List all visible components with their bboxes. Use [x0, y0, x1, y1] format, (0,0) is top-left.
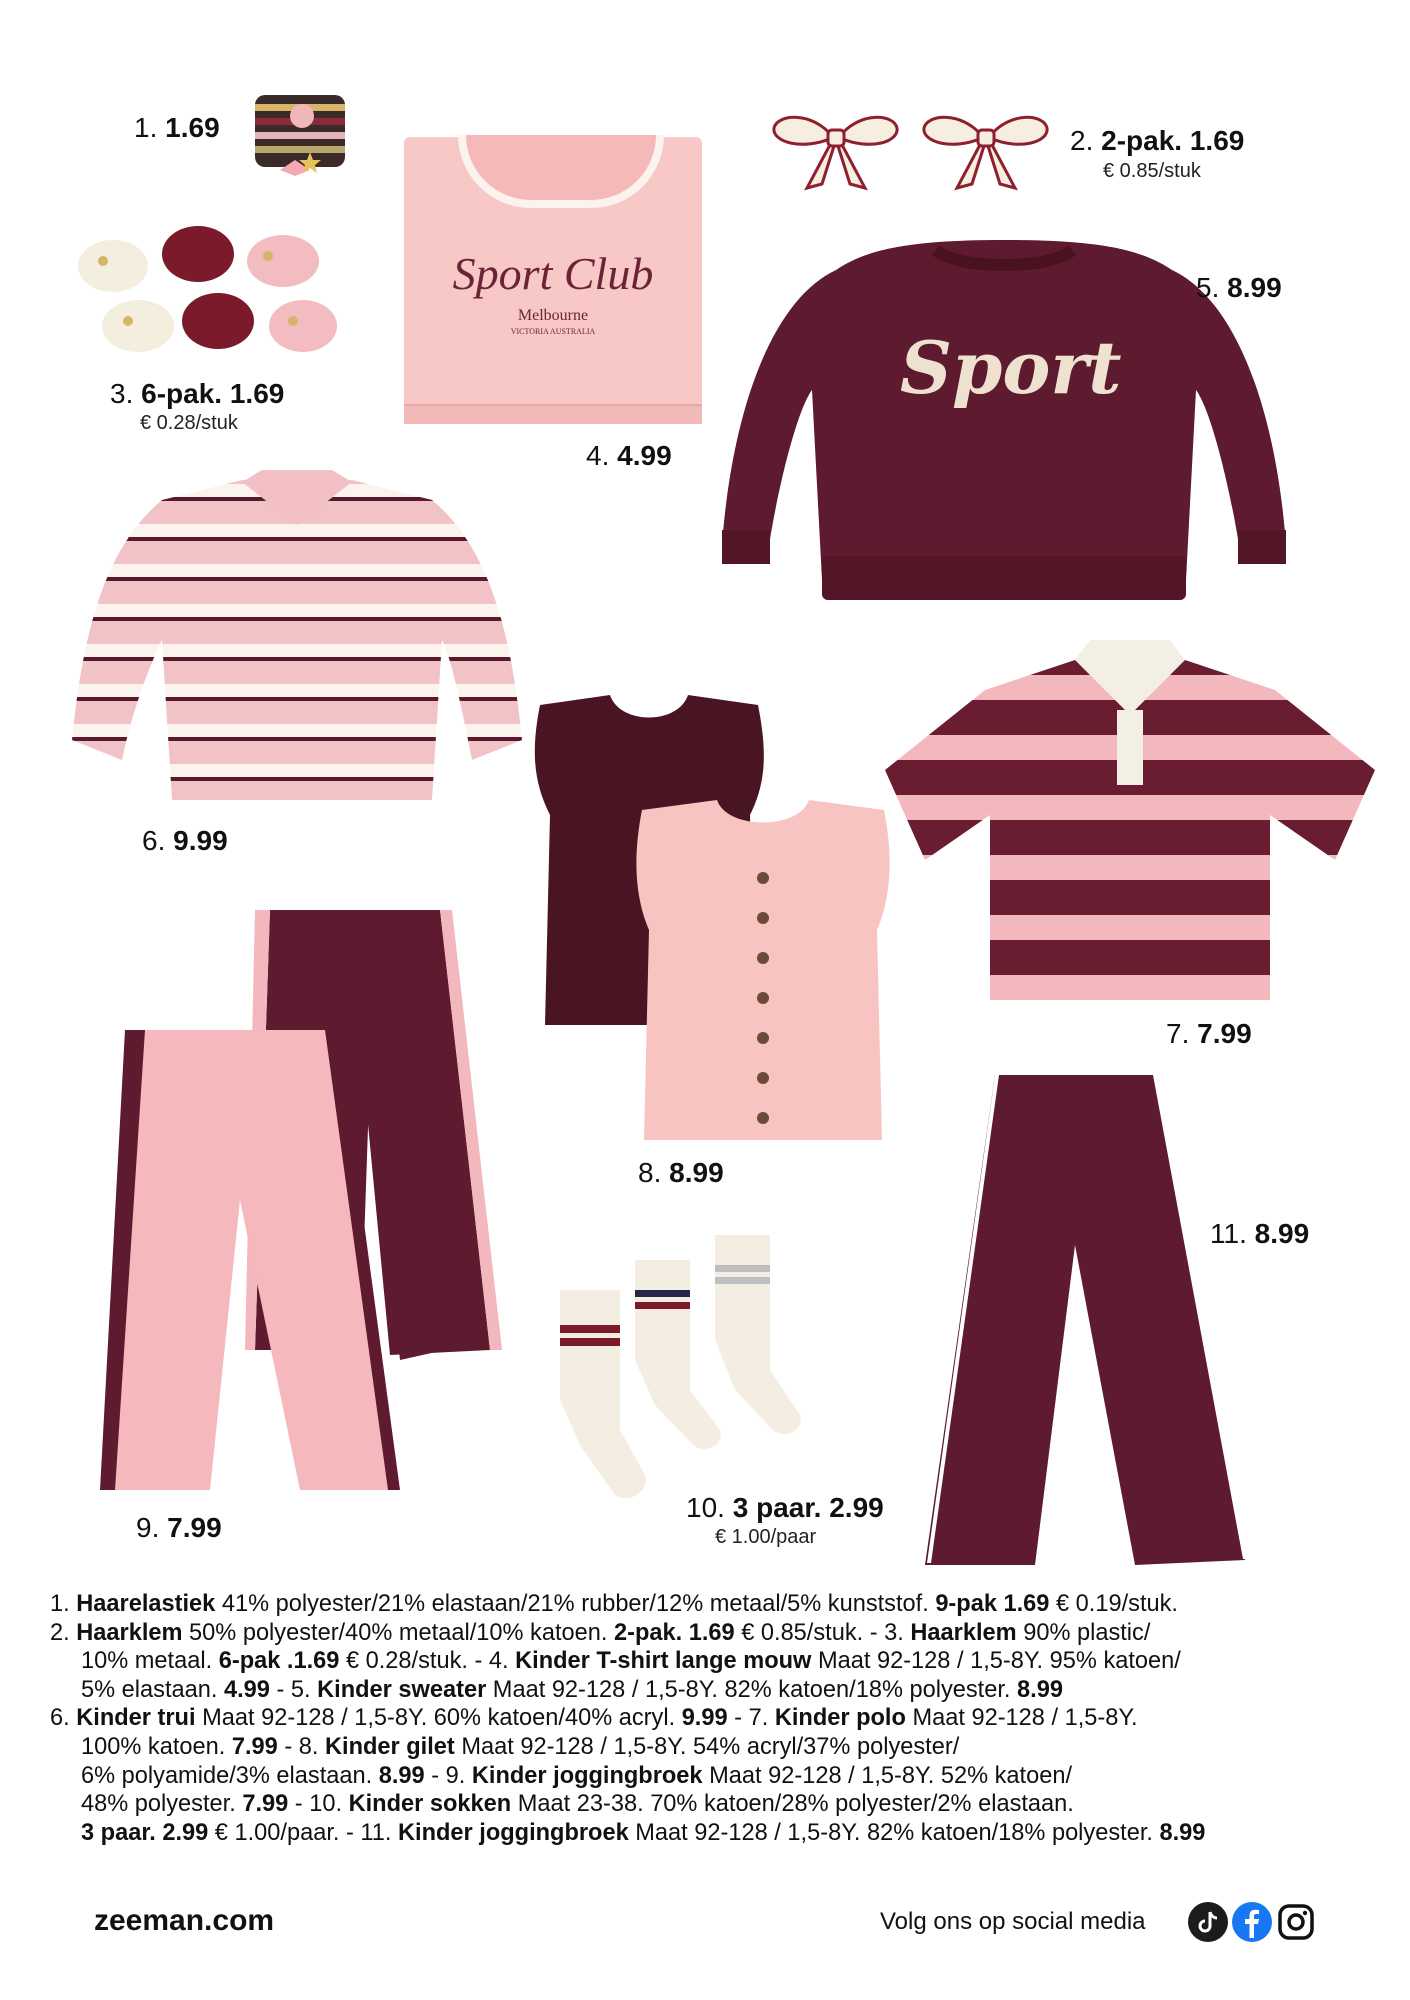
price-label-3: 3. 6-pak. 1.69 — [110, 378, 285, 409]
description-text: 50% polyester/40% metaal/10% katoen. — [182, 1619, 614, 1646]
description-bold: Kinder trui — [76, 1705, 196, 1732]
description-bold: Haarklem — [910, 1619, 1017, 1646]
pink-vest-image — [622, 800, 904, 1144]
description-bold: 8.99 — [378, 1762, 425, 1789]
description-bold: 7.99 — [231, 1733, 278, 1760]
description-text: - 5. — [269, 1676, 318, 1703]
rugby-polo-image — [885, 640, 1375, 1005]
tiktok-icon[interactable] — [1188, 1902, 1228, 1942]
description-text: 1. — [50, 1591, 77, 1617]
description-bold: 3 paar. 2.99 — [81, 1819, 209, 1846]
description-bold: Kinder joggingbroek — [398, 1819, 629, 1846]
description-text: Maat 92-128 / 1,5-8Y. — [905, 1705, 1138, 1732]
description-bold: 2-pak. 1.69 — [613, 1619, 735, 1646]
description-text: - 9. — [424, 1762, 472, 1789]
description-text: Maat 92-128 / 1,5-8Y. 60% katoen/40% acryl. — [195, 1705, 682, 1732]
description-text: 2. — [50, 1619, 77, 1646]
description-bold: Kinder polo — [774, 1705, 906, 1732]
instagram-icon[interactable] — [1276, 1902, 1316, 1942]
description-bold: 9.99 — [681, 1705, 728, 1732]
facebook-icon[interactable] — [1232, 1902, 1272, 1942]
price-label-7: 7. 7.99 — [1166, 1018, 1252, 1049]
unit-price-2: € 0.85/stuk — [1103, 160, 1201, 182]
price-label-9: 9. 7.99 — [136, 1512, 222, 1543]
product-description — [50, 1590, 1380, 1847]
price-label-8: 8. 8.99 — [638, 1157, 724, 1188]
hair-ties-image — [250, 90, 350, 180]
description-line — [50, 1590, 1380, 1619]
description-text: - 8. — [277, 1733, 325, 1760]
description-text: Maat 92-128 / 1,5-8Y. 95% katoen/ — [811, 1648, 1181, 1675]
unit-price-10: € 1.00/paar — [715, 1526, 817, 1548]
jogging-pants-front-image — [100, 1030, 400, 1495]
description-line — [50, 1733, 1380, 1762]
description-text: - 7. — [727, 1705, 775, 1732]
price-label-6: 6. 9.99 — [142, 825, 228, 856]
description-text: € 0.19/stuk. — [1049, 1591, 1178, 1617]
tshirt-image — [404, 137, 702, 424]
description-text: 90% plastic/ — [1016, 1619, 1151, 1646]
tshirt-print-city: Melbourne — [517, 307, 589, 324]
description-bold: Kinder T-shirt lange mouw — [515, 1648, 812, 1675]
description-text: - 10. — [288, 1791, 349, 1818]
description-line — [50, 1762, 1380, 1791]
price-label-1: 1. 1.69 — [134, 112, 220, 143]
tshirt-print-region: VICTORIA AUSTRALIA — [510, 327, 596, 336]
description-line — [50, 1790, 1380, 1819]
description-line — [50, 1676, 1380, 1705]
description-bold: 4.99 — [223, 1676, 270, 1703]
description-text: Maat 92-128 / 1,5-8Y. 82% katoen/18% polyester. — [628, 1819, 1160, 1846]
description-bold: Haarelastiek — [76, 1591, 216, 1617]
description-bold: Haarklem — [76, 1619, 183, 1646]
description-text: 41% polyester/21% elastaan/21% rubber/12% metaal/5% kunststof. — [215, 1591, 936, 1617]
tshirt-print-script: Sport Club — [452, 248, 654, 299]
description-text: 6% polyamide/3% elastaan. — [81, 1762, 379, 1789]
price-label-5: 5. 8.99 — [1196, 272, 1282, 303]
description-text: Maat 92-128 / 1,5-8Y. 52% katoen/ — [702, 1762, 1073, 1789]
description-bold: 9-pak 1.69 — [935, 1591, 1050, 1617]
description-text: Maat 92-128 / 1,5-8Y. 54% acryl/37% polyester/ — [454, 1733, 960, 1760]
site-link[interactable]: zeeman.com — [94, 1904, 275, 1937]
description-text: 100% katoen. — [81, 1733, 232, 1760]
unit-price-3: € 0.28/stuk — [140, 412, 238, 434]
price-label-2: 2. 2-pak. 1.69 — [1070, 125, 1245, 156]
description-bold: Kinder gilet — [324, 1733, 455, 1760]
price-label-11: 11. 8.99 — [1210, 1218, 1310, 1249]
trim-pants-image — [925, 1075, 1255, 1565]
description-text: Maat 92-128 / 1,5-8Y. 82% katoen/18% polyester. — [486, 1676, 1018, 1703]
sweater-print: Sport — [900, 325, 1122, 410]
description-text: 10% metaal. — [81, 1648, 219, 1675]
hair-bows-image — [762, 106, 1052, 202]
description-line — [50, 1647, 1380, 1676]
price-label-4: 4. 4.99 — [586, 440, 672, 471]
description-text: € 0.28/stuk. - 4. — [339, 1648, 516, 1675]
description-bold: Kinder joggingbroek — [471, 1762, 703, 1789]
description-bold: Kinder sokken — [348, 1791, 512, 1818]
description-line — [50, 1819, 1380, 1848]
socks-image — [555, 1230, 825, 1510]
description-bold: 8.99 — [1159, 1819, 1206, 1846]
description-line — [50, 1704, 1380, 1733]
description-text: Maat 23-38. 70% katoen/28% polyester/2% elastaan. — [511, 1791, 1074, 1818]
description-line — [50, 1619, 1380, 1648]
description-text: 48% polyester. — [81, 1791, 243, 1818]
claw-clips-image — [68, 216, 338, 366]
description-text: € 0.85/stuk. - 3. — [734, 1619, 911, 1646]
description-text: 5% elastaan. — [81, 1676, 224, 1703]
description-bold: 6-pak .1.69 — [218, 1648, 340, 1675]
description-text: 6. — [50, 1705, 77, 1732]
striped-sweater-image — [72, 470, 522, 806]
price-label-10: 10. 3 paar. 2.99 — [686, 1492, 884, 1523]
social-media-text: Volg ons op social media — [880, 1908, 1146, 1935]
description-text: € 1.00/paar. - 11. — [208, 1819, 399, 1846]
description-bold: Kinder sweater — [317, 1676, 487, 1703]
description-bold: 7.99 — [242, 1791, 289, 1818]
description-bold: 8.99 — [1017, 1676, 1063, 1703]
